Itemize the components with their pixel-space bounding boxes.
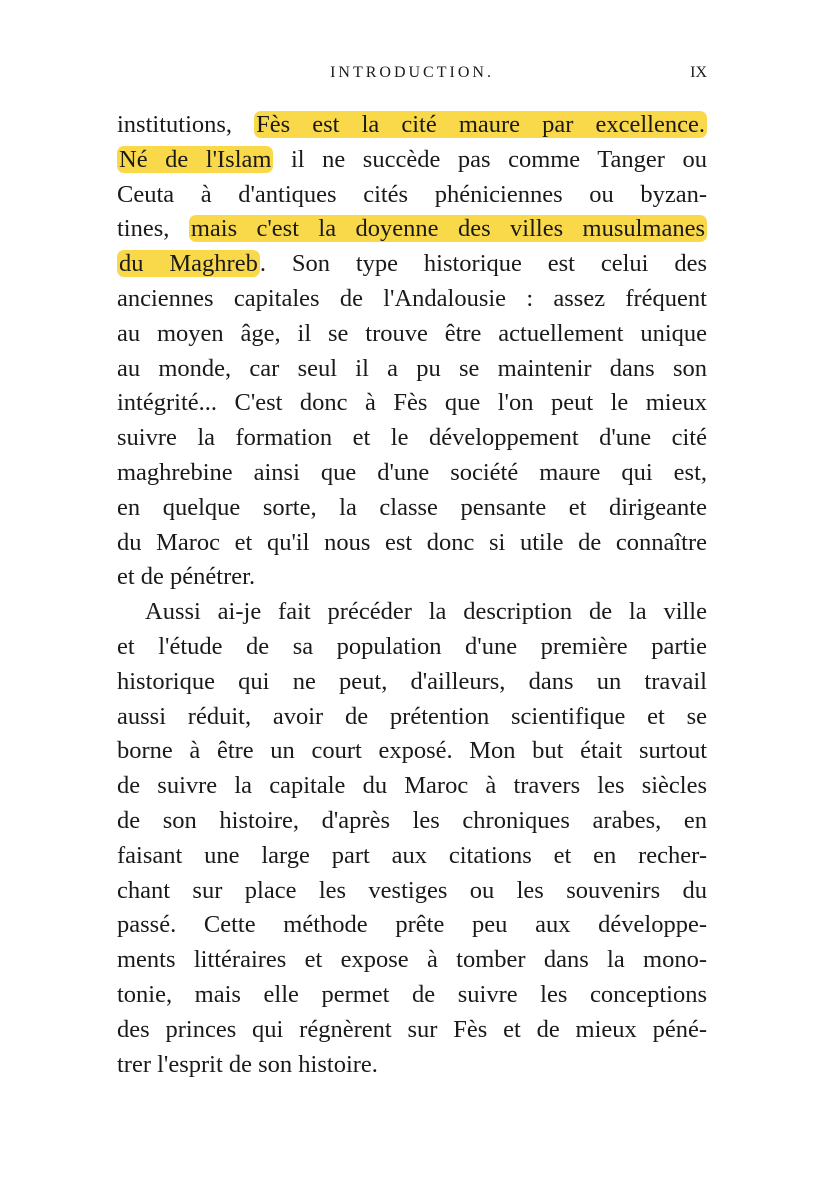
text-segment: anciennes capitales de l'Andalousie : assez fréquent [117,284,707,312]
text-segment: trer l'esprit de son histoire. [117,1050,378,1078]
highlighted-text: du Maghreb [119,250,258,278]
paragraph-2 [117,595,707,1082]
highlighted-text: Né de l'Islam [119,145,272,173]
highlighted-text: mais c'est la doyenne des villes musulmanes [190,215,706,243]
text-segment: Aussi ai-je fait précéder la description de la ville [145,598,707,626]
text-line [117,908,707,943]
text-line [117,630,707,665]
text-line [117,491,707,526]
text-line [117,317,707,352]
text-segment: aussi réduit, avoir de prétention scientifique et se [117,702,707,730]
text-segment: et de pénétrer. [117,563,256,591]
text-segment: borne à être un court exposé. Mon but était surtout [117,737,707,765]
text-segment: il ne succède pas comme Tanger ou [273,145,707,173]
text-segment: au monde, car seul il a pu se maintenir dans son [117,354,707,382]
text-line [117,595,707,630]
text-segment: historique qui ne peut, d'ailleurs, dans un travail [117,667,707,695]
text-line [117,247,707,282]
body-text [117,108,707,1082]
text-segment: Ceuta à d'antiques cités phéniciennes ou byzan- [117,180,707,208]
text-line [117,456,707,491]
text-line [117,178,707,213]
text-segment: de suivre la capitale du Maroc à travers les siècles [117,772,707,800]
text-line [117,526,707,561]
text-segment: de son histoire, d'après les chroniques arabes, en [117,806,707,834]
text-segment: passé. Cette méthode prête peu aux développe- [117,911,707,939]
text-line [117,839,707,874]
highlighted-text: Fès est la cité maure par excellence. [256,111,705,138]
text-line [117,943,707,978]
page-number: IX [690,64,707,81]
text-segment: en quelque sorte, la classe pensante et dirigeante [117,493,707,521]
text-segment: maghrebine ainsi que d'une société maure qui est, [117,458,707,486]
text-line [117,421,707,456]
text-segment: et l'étude de sa population d'une première partie [117,632,707,660]
text-segment: . Son type historique est celui des [259,250,707,278]
text-segment: tines, [117,215,189,243]
running-header [117,64,707,88]
text-line [117,769,707,804]
text-line [117,282,707,317]
text-segment: chant sur place les vestiges ou les souvenirs du [117,876,707,904]
text-line [117,352,707,387]
text-line [117,700,707,735]
text-line [117,386,707,421]
text-line [117,804,707,839]
text-line [117,108,707,143]
text-segment: suivre la formation et le développement d'une cité [117,424,707,452]
text-segment: intégrité... C'est donc à Fès que l'on peut le mieux [117,389,707,417]
text-line [117,665,707,700]
text-segment: des princes qui régnèrent sur Fès et de mieux péné- [117,1015,707,1043]
text-segment: au moyen âge, il se trouve être actuellement unique [117,319,707,347]
text-line [117,560,707,595]
text-line [117,978,707,1013]
text-line [117,734,707,769]
running-title: INTRODUCTION. [330,64,494,81]
paragraph-1 [117,108,707,595]
text-segment: tonie, mais elle permet de suivre les conceptions [117,980,707,1008]
text-segment: du Maroc et qu'il nous est donc si utile de connaître [117,528,707,556]
text-segment: institutions, [117,111,255,138]
text-line [117,1013,707,1048]
text-line [117,143,707,178]
text-line [117,1048,707,1083]
text-segment: faisant une large part aux citations et en recher- [117,841,707,869]
text-line [117,874,707,909]
text-segment: ments littéraires et expose à tomber dans la mono- [117,946,707,974]
text-line [117,212,707,247]
